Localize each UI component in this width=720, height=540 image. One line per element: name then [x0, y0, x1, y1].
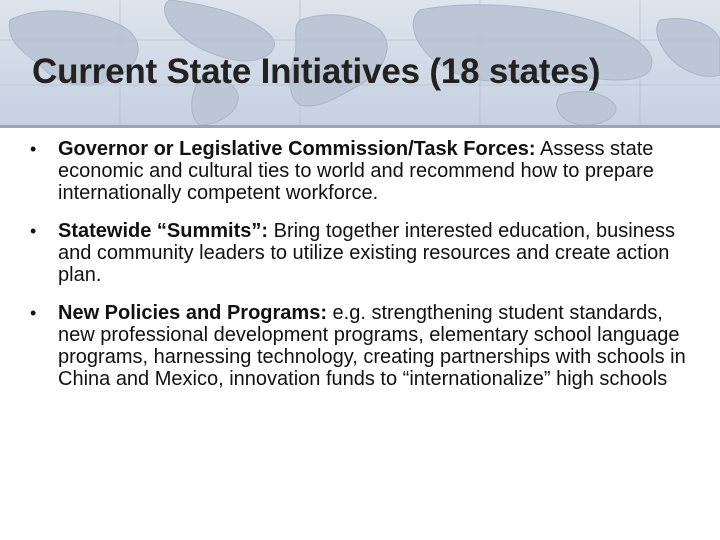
bullet-list [30, 138, 700, 406]
bullet-body: e.g. strengthening student standards, new professional development programs, elementary school language programs, harnessing technology, creating partnerships with schools in China and Mexico, innovation funds to “internationalize” high schools [58, 302, 686, 390]
bullet-lead: Governor or Legislative Commission/Task Forces: [58, 138, 536, 160]
bullet-icon: • [30, 303, 37, 323]
bullet-item-policies [30, 302, 700, 390]
bullet-item-commissions [30, 138, 700, 204]
bullet-lead: Statewide “Summits”: [58, 220, 269, 242]
bullet-body: Bring together interested education, business and community leaders to utilize existing resources and create action plan. [58, 220, 675, 286]
title-divider [0, 125, 720, 128]
bullet-icon: • [30, 221, 37, 241]
bullet-body: Assess state economic and cultural ties to world and recommend how to prepare internationally competent workforce. [58, 138, 654, 204]
slide-title: Current State Initiatives (18 states) [32, 52, 601, 91]
bullet-item-summits [30, 220, 700, 286]
bullet-icon: • [30, 139, 37, 159]
title-banner [0, 0, 720, 125]
bullet-lead: New Policies and Programs: [58, 302, 327, 324]
